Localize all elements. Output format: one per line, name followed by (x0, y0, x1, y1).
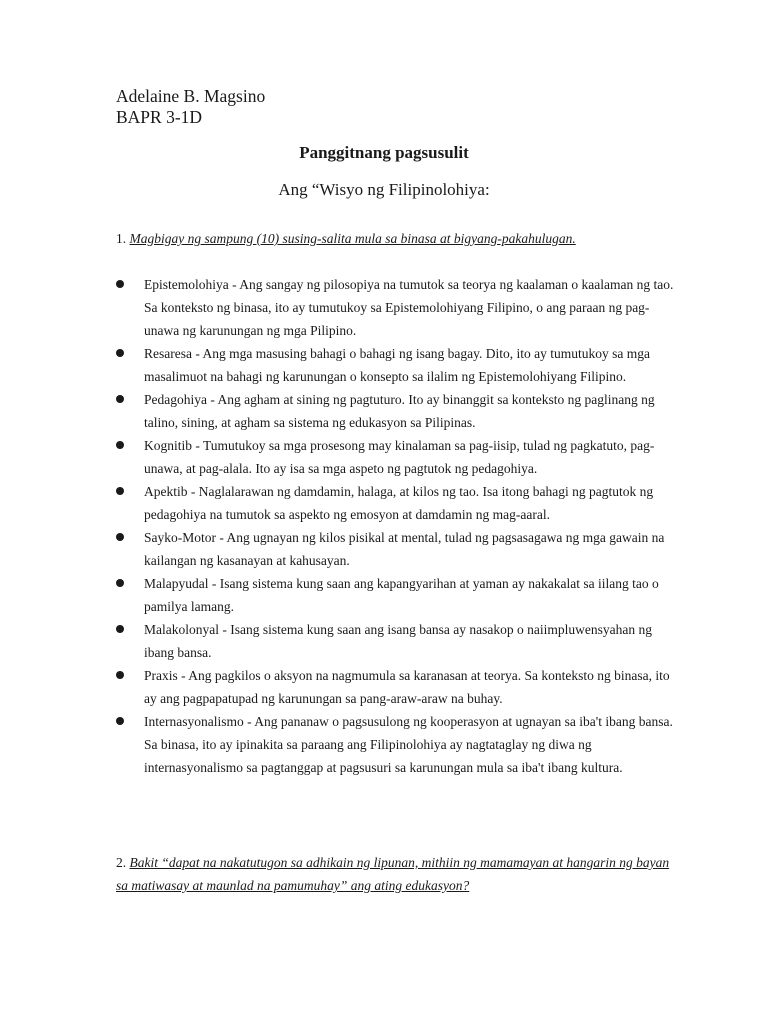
list-item (116, 618, 676, 664)
bullet-icon (116, 280, 124, 288)
author-name: Adelaine B. Magsino (116, 86, 266, 106)
bullet-icon (116, 533, 124, 541)
terms-list (116, 273, 676, 779)
question-2 (116, 851, 676, 897)
list-item (116, 273, 676, 342)
question-1-number: 1. (116, 231, 127, 246)
list-item (116, 526, 676, 572)
list-item (116, 342, 676, 388)
term-text: Malapyudal - Isang sistema kung saan ang kapangyarihan at yaman ay nakakalat sa iilang tao o pamilya lamang. (144, 576, 659, 614)
bullet-icon (116, 579, 124, 587)
term-text: Internasyonalismo - Ang pananaw o pagsusulong ng kooperasyon at ugnayan sa iba't ibang bansa. Sa binasa, ito ay ipinakita sa paraang ang Filipinolohiya ay nagtataglay ng diwa ng internasyonalismo sa pagtanggap at pagsusuri sa karunungan mula sa iba't ibang kultura. (144, 714, 673, 775)
bullet-icon (116, 625, 124, 633)
term-text: Sayko-Motor - Ang ugnayan ng kilos pisikal at mental, tulad ng pagsasagawa ng mga gawain na kailangan ng kasanayan at kahusayan. (144, 530, 665, 568)
question-1-text: Magbigay ng sampung (10) susing-salita mula sa binasa at bigyang-pakahulugan. (129, 231, 576, 246)
bullet-icon (116, 349, 124, 357)
list-item (116, 480, 676, 526)
bullet-icon (116, 717, 124, 725)
list-item (116, 572, 676, 618)
term-text: Kognitib - Tumutukoy sa mga prosesong may kinalaman sa pag-iisip, tulad ng pagkatuto, pag-unawa, at pag-alala. Ito ay isa sa mga aspeto ng pagtutok ng pedagohiya. (144, 438, 655, 476)
question-2-text: Bakit “dapat na nakatutugon sa adhikain ng lipunan, mithiin ng mamamayan at hangarin ng bayan sa matiwasay at maunlad na pamumuhay” ang ating edukasyon? (116, 855, 670, 893)
term-text: Apektib - Naglalarawan ng damdamin, halaga, at kilos ng tao. Isa itong bahagi ng pagtutok ng pedagohiya na tumutok sa aspekto ng emosyon at damdamin ng mag-aaral. (144, 484, 654, 522)
document-subtitle: Ang “Wisyo ng Filipinolohiya: (278, 180, 490, 199)
question-2-number: 2. (116, 855, 127, 870)
bullet-icon (116, 487, 124, 495)
list-item (116, 710, 676, 779)
bullet-icon (116, 395, 124, 403)
document-title: Panggitnang pagsusulit (299, 143, 469, 162)
term-text: Praxis - Ang pagkilos o aksyon na nagmumula sa karanasan at teorya. Sa konteksto ng binasa, ito ay ang pagpapatupad ng karunungan sa pang-araw-araw na buhay. (144, 668, 670, 706)
list-item (116, 388, 676, 434)
term-text: Malakolonyal - Isang sistema kung saan ang isang bansa ay nasakop o naiimpluwensyahan ng ibang bansa. (144, 622, 653, 660)
class-section: BAPR 3-1D (116, 107, 203, 127)
author-block (116, 86, 265, 128)
bullet-icon (116, 441, 124, 449)
list-item (116, 434, 676, 480)
question-1 (116, 227, 676, 250)
term-text: Resaresa - Ang mga masusing bahagi o bahagi ng isang bagay. Dito, ito ay tumutukoy sa mga masalimuot na bahagi ng karunungan o konsepto sa ilalim ng Epistemolohiyang Filipino. (144, 346, 651, 384)
bullet-icon (116, 671, 124, 679)
list-item (116, 664, 676, 710)
term-text: Epistemolohiya - Ang sangay ng pilosopiya na tumutok sa teorya ng kaalaman o kaalaman ng tao. Sa konteksto ng binasa, ito ay tumutukoy sa Epistemolohiyang Filipino, o ang paraan ng pag-unawa ng karunungan ng mga Pilipino. (144, 277, 674, 338)
term-text: Pedagohiya - Ang agham at sining ng pagtuturo. Ito ay binanggit sa konteksto ng paglinang ng talino, sining, at agham sa sistema ng edukasyon sa Pilipinas. (144, 392, 655, 430)
